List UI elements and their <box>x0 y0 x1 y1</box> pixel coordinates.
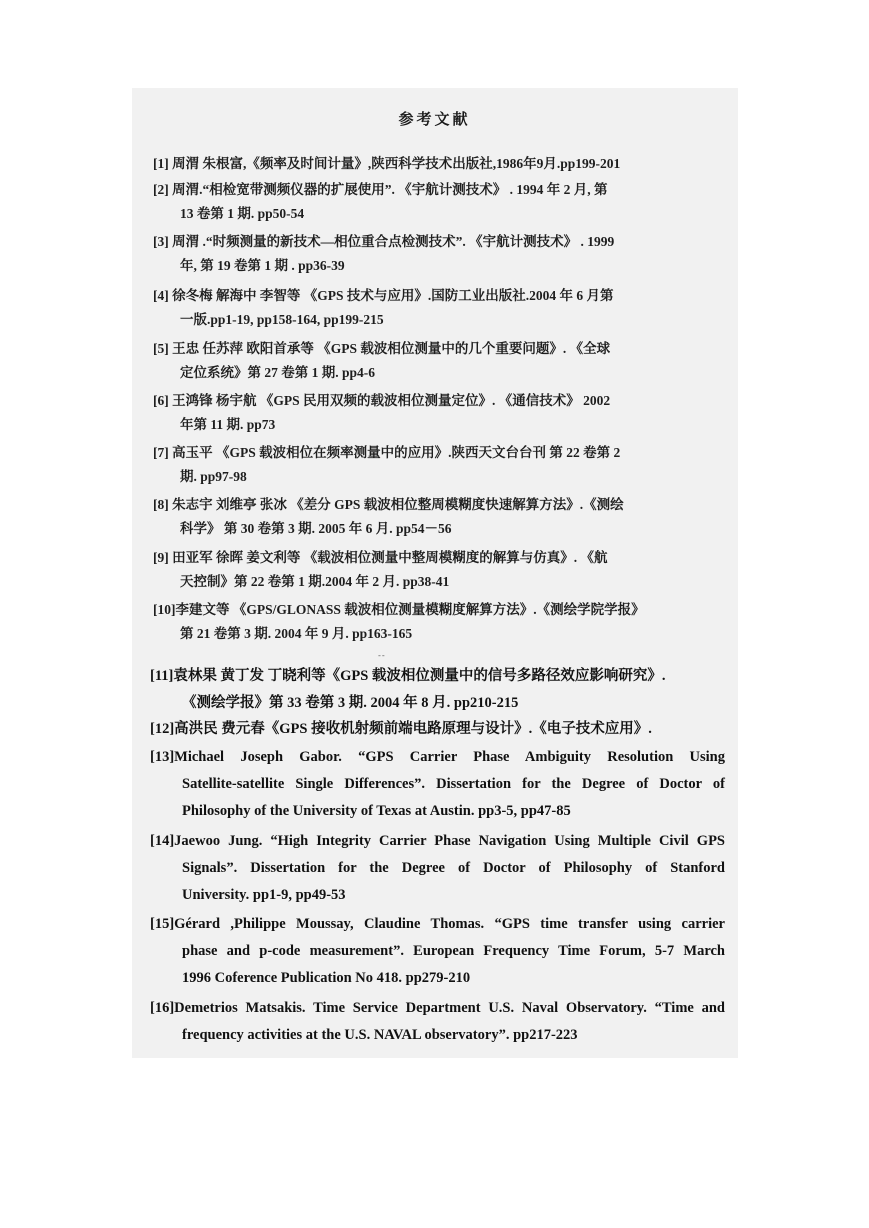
reference-line: [7] 高玉平 《GPS 载波相位在频率测量中的应用》.陕西天文台台刊 第 22 卷第 2 <box>153 445 621 460</box>
reference-line: 13 卷第 1 期. pp50-54 <box>180 206 305 221</box>
reference-line: 天控制》第 22 卷第 1 期.2004 年 2 月. pp38-41 <box>180 574 450 589</box>
reference-line: phase and p-code measurement”. European Frequency Time Forum, 5-7 March <box>182 943 725 959</box>
reference-line: [16]Demetrios Matsakis. Time Service Department U.S. Naval Observatory. “Time and <box>150 1000 725 1016</box>
reference-line: 年第 11 期. pp73 <box>180 417 276 432</box>
reference-line: [6] 王鸿锋 杨宇航 《GPS 民用双频的载波相位测量定位》. 《通信技术》 2002 <box>153 393 611 408</box>
reference-line: 定位系统》第 27 卷第 1 期. pp4-6 <box>180 365 376 380</box>
reference-item-16 <box>150 995 725 1049</box>
reference-line: [8] 朱志宇 刘维亭 张冰 《差分 GPS 载波相位整周模糊度快速解算方法》.《测绘 <box>153 497 624 512</box>
reference-item-1 <box>153 152 693 176</box>
reference-item-9 <box>153 546 693 594</box>
reference-line: frequency activities at the U.S. NAVAL observatory”. pp217-223 <box>182 1027 578 1043</box>
reference-item-12 <box>150 716 725 743</box>
reference-line: [4] 徐冬梅 解海中 李智等 《GPS 技术与应用》.国防工业出版社.2004 年 6 月第 <box>153 288 614 303</box>
reference-line: 《测绘学报》第 33 卷第 3 期. 2004 年 8 月. pp210-215 <box>182 695 519 711</box>
reference-item-13 <box>150 744 725 825</box>
reference-item-4 <box>153 284 693 332</box>
reference-line: [5] 王忠 任苏萍 欧阳首承等 《GPS 载波相位测量中的几个重要问题》. 《全球 <box>153 341 611 356</box>
reference-line: 年, 第 19 卷第 1 期 . pp36-39 <box>180 258 345 273</box>
reference-item-10 <box>153 598 693 646</box>
reference-line: 期. pp97-98 <box>180 469 247 484</box>
reference-line: Satellite-satellite Single Differences”. Dissertation for the Degree of Doctor of <box>182 776 725 792</box>
reference-line: Signals”. Dissertation for the Degree of Doctor of Philosophy of Stanford <box>182 860 725 876</box>
reference-item-2 <box>153 178 693 226</box>
reference-line: [15]Gérard ,Philippe Moussay, Claudine Thomas. “GPS time transfer using carrier <box>150 916 725 932</box>
reference-line: [11]袁林果 黄丁发 丁晓利等《GPS 载波相位测量中的信号多路径效应影响研究》. <box>150 668 666 684</box>
page-title: 参考文献 <box>398 110 471 128</box>
reference-line: 一版.pp1-19, pp158-164, pp199-215 <box>180 312 384 327</box>
reference-line: [14]Jaewoo Jung. “High Integrity Carrier Phase Navigation Using Multiple Civil GPS <box>150 833 725 849</box>
reference-item-7 <box>153 441 693 489</box>
reference-line: 科学》 第 30 卷第 3 期. 2005 年 6 月. pp54－56 <box>180 521 452 536</box>
reference-item-6 <box>153 389 693 437</box>
reference-line: 第 21 卷第 3 期. 2004 年 9 月. pp163-165 <box>180 626 413 641</box>
reference-item-15 <box>150 911 725 992</box>
reference-item-5 <box>153 337 693 385</box>
reference-line: [13]Michael Joseph Gabor. “GPS Carrier Phase Ambiguity Resolution Using <box>150 749 725 765</box>
reference-item-14 <box>150 828 725 909</box>
reference-item-3 <box>153 230 693 278</box>
reference-line: [10]李建文等 《GPS/GLONASS 载波相位测量模糊度解算方法》.《测绘学院学报》 <box>153 602 645 617</box>
reference-line: 1996 Coference Publication No 418. pp279-210 <box>182 970 471 986</box>
reference-line: [1] 周渭 朱根富,《频率及时间计量》,陕西科学技术出版社,1986年9月.pp199-201 <box>153 156 621 171</box>
reference-item-8 <box>153 493 693 541</box>
reference-line: University. pp1-9, pp49-53 <box>182 887 346 903</box>
reference-item-11 <box>150 663 725 717</box>
reference-line: [12]高洪民 费元春《GPS 接收机射频前端电路原理与设计》.《电子技术应用》. <box>150 721 652 737</box>
reference-line: [2] 周渭.“相检宽带测频仪器的扩展使用”. 《宇航计测技术》 . 1994 年 2 月, 第 <box>153 182 608 197</box>
reference-line: Philosophy of the University of Texas at Austin. pp3-5, pp47-85 <box>182 803 571 819</box>
reference-line: [3] 周渭 .“时频测量的新技术—相位重合点检测技术”. 《宇航计测技术》 . 1999 <box>153 234 615 249</box>
reference-line: [9] 田亚军 徐晖 姜文利等 《载波相位测量中整周模糊度的解算与仿真》. 《航 <box>153 550 608 565</box>
page-separator: -- <box>378 651 386 660</box>
